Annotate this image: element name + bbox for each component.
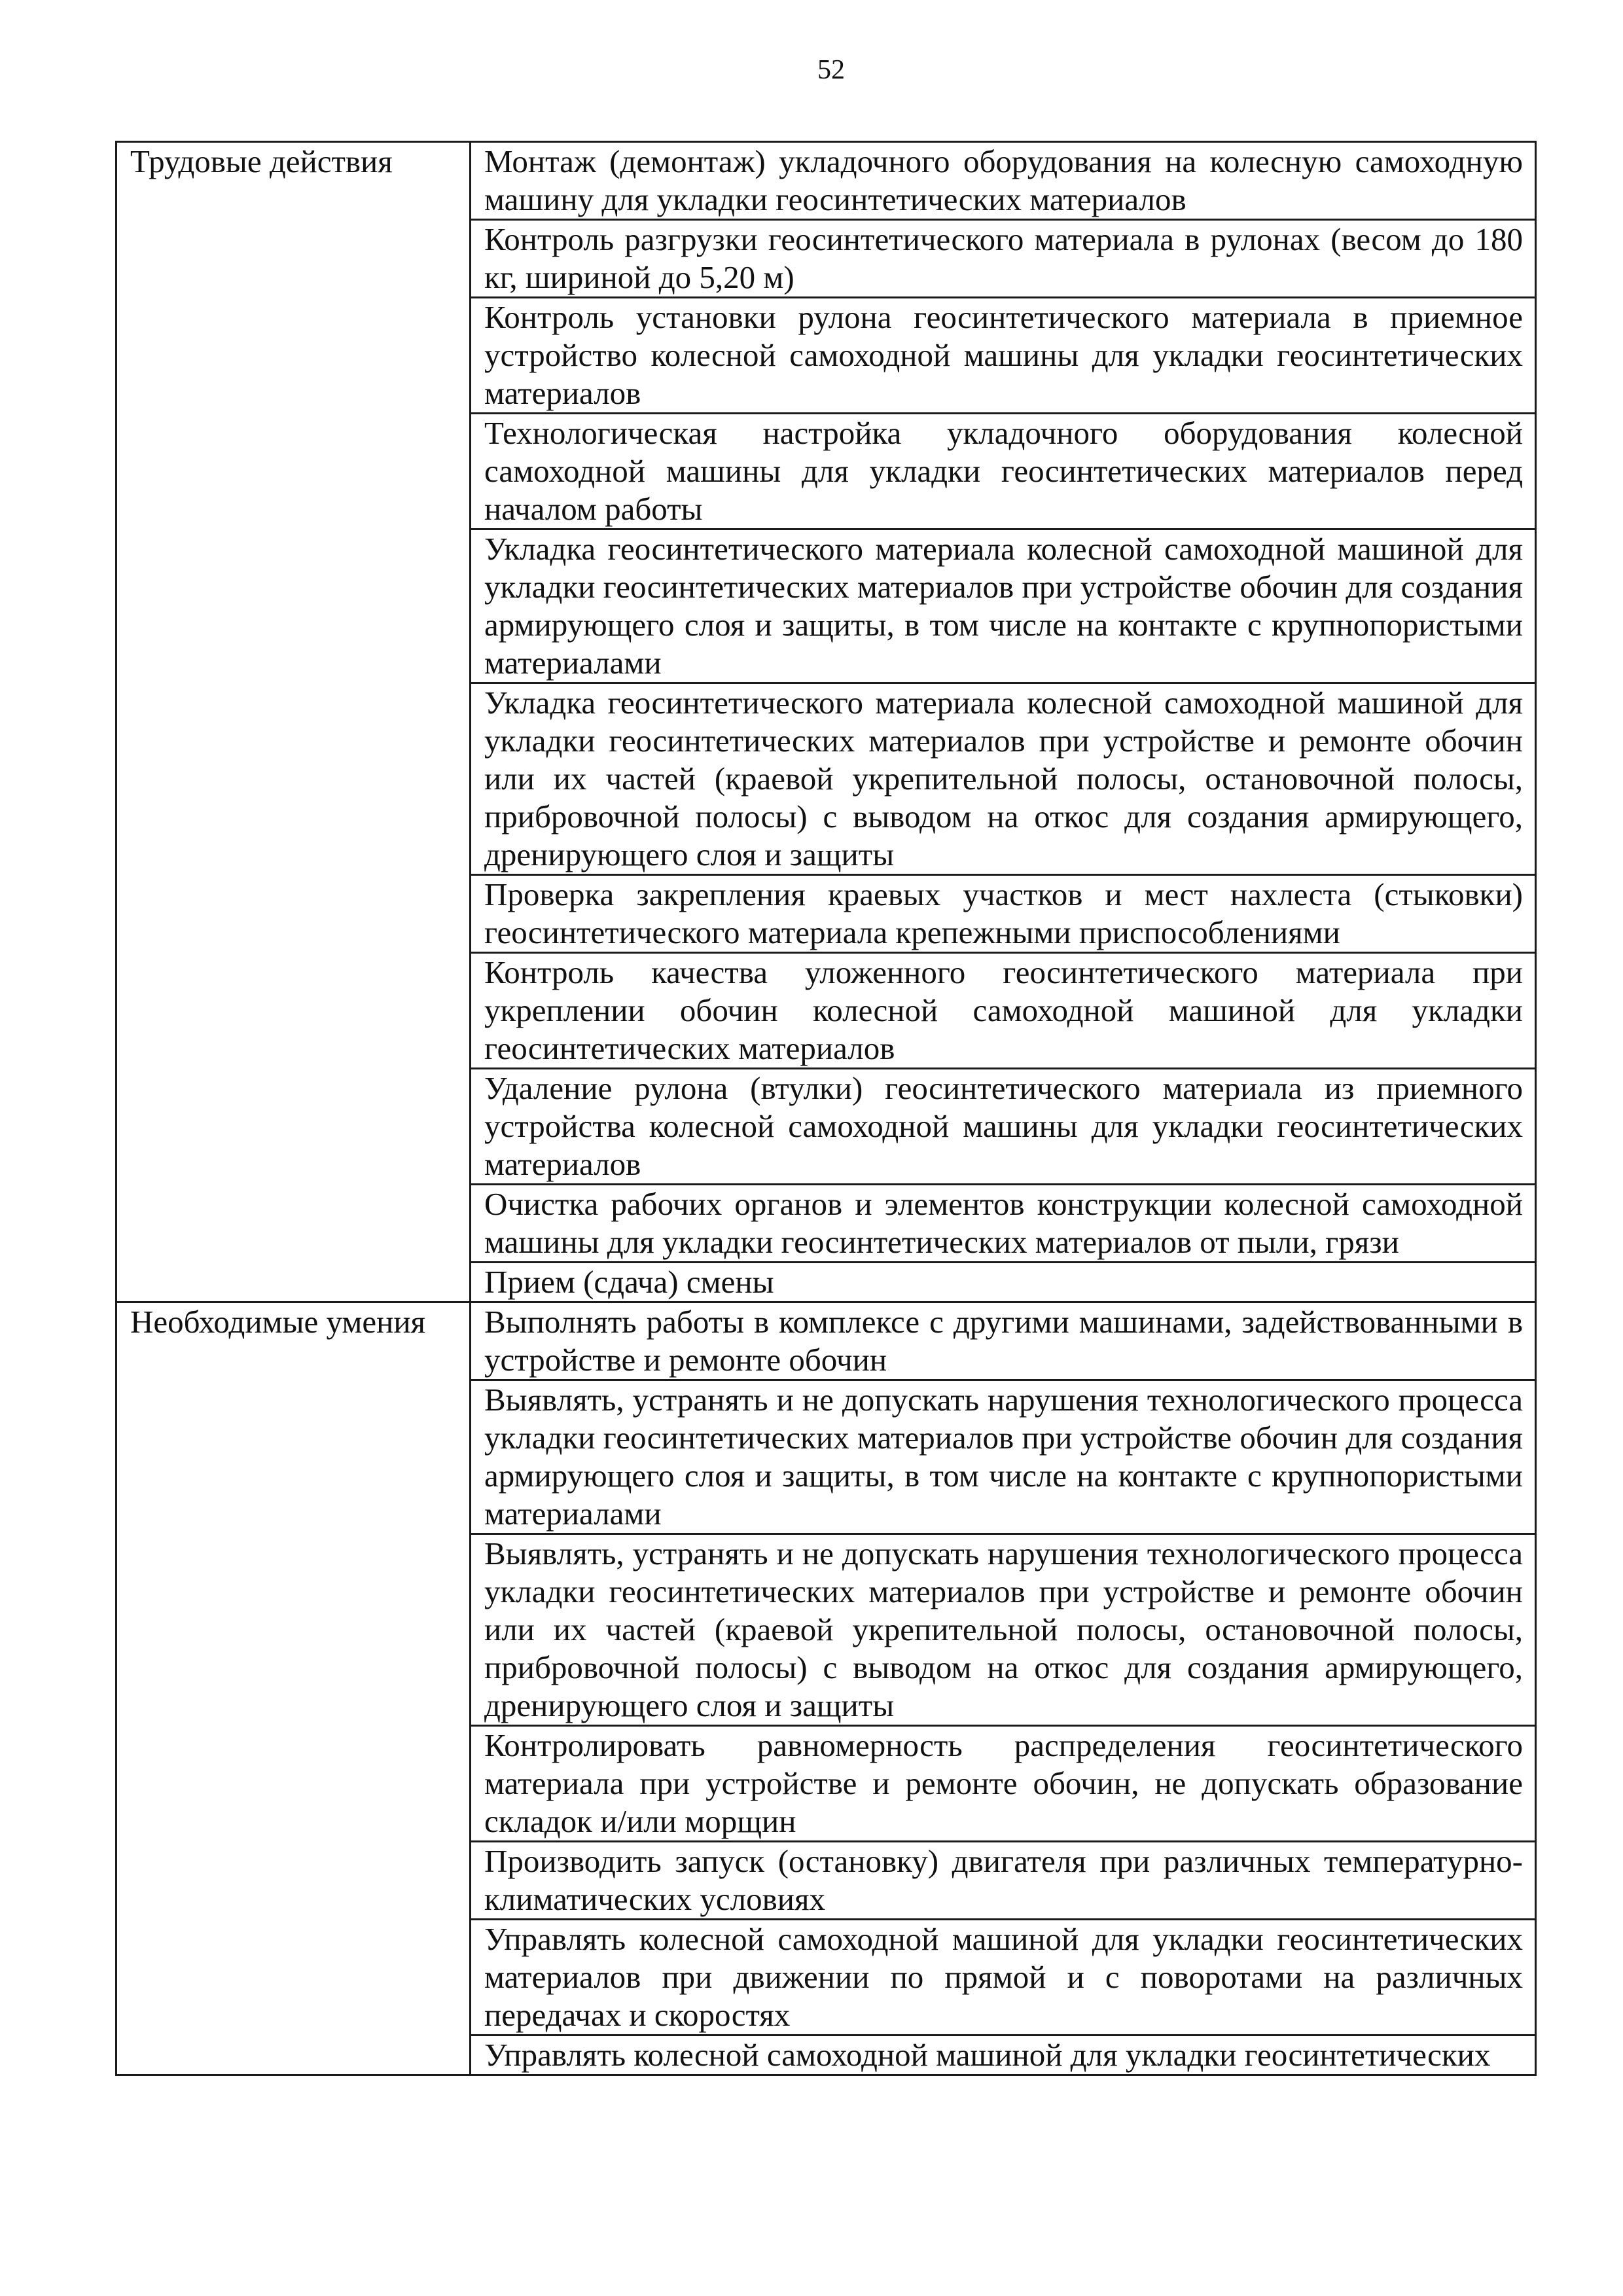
labor-action-item: Удаление рулона (втулки) геосинтетического материала из приемного устройства колесной самоходной машины для укладки геосинтетических материалов <box>471 1069 1536 1185</box>
labor-action-item: Очистка рабочих органов и элементов конструкции колесной самоходной машины для укладки геосинтетических материалов от пыли, грязи <box>471 1185 1536 1263</box>
labor-action-item: Укладка геосинтетического материала колесной самоходной машиной для укладки геосинтетических материалов при устройстве обочин для создания армирующего слоя и защиты, в том числе на контакте с крупнопористыми материалами <box>471 529 1536 683</box>
requirements-table <box>115 141 1537 2076</box>
labor-action-item: Проверка закрепления краевых участков и мест нахлеста (стыковки) геосинтетического материала крепежными приспособлениями <box>471 875 1536 953</box>
labor-action-item: Прием (сдача) смены <box>471 1263 1536 1302</box>
section-label-required-skills: Необходимые умения <box>116 1302 471 2075</box>
labor-action-item: Укладка геосинтетического материала колесной самоходной машиной для укладки геосинтетических материалов при устройстве и ремонте обочин или их частей (краевой укрепительной полосы, остановочной полосы, прибровочной полосы) с выводом на откос для создания армирующего, дренирующего слоя и защиты <box>471 683 1536 875</box>
skill-item: Выявлять, устранять и не допускать нарушения технологического процесса укладки геосинтетических материалов при устройстве обочин для создания армирующего слоя и защиты, в том числе на контакте с крупнопористыми материалами <box>471 1380 1536 1534</box>
labor-action-item: Контроль качества уложенного геосинтетического материала при укреплении обочин колесной самоходной машиной для укладки геосинтетических материалов <box>471 953 1536 1069</box>
labor-action-item: Контроль установки рулона геосинтетического материала в приемное устройство колесной самоходной машины для укладки геосинтетических материалов <box>471 298 1536 414</box>
table-row <box>116 1302 1536 1380</box>
table-row <box>116 142 1536 220</box>
skill-item: Производить запуск (остановку) двигателя при различных температурно-климатических условиях <box>471 1842 1536 1920</box>
skill-item: Управлять колесной самоходной машиной для укладки геосинтетических материалов при движении по прямой и с поворотами на различных передачах и скоростях <box>471 1920 1536 2036</box>
labor-action-item: Монтаж (демонтаж) укладочного оборудования на колесную самоходную машину для укладки геосинтетических материалов <box>471 142 1536 220</box>
section-label-labor-actions: Трудовые действия <box>116 142 471 1302</box>
page-number: 52 <box>817 55 845 85</box>
skill-item: Контролировать равномерность распределения геосинтетического материала при устройстве и ремонте обочин, не допускать образование складок и/или морщин <box>471 1726 1536 1842</box>
labor-action-item: Контроль разгрузки геосинтетического материала в рулонах (весом до 180 кг, шириной до 5,20 м) <box>471 220 1536 298</box>
skill-item: Выявлять, устранять и не допускать нарушения технологического процесса укладки геосинтетических материалов при устройстве и ремонте обочин или их частей (краевой укрепительной полосы, остановочной полосы, прибровочной полосы) с выводом на откос для создания армирующего, дренирующего слоя и защиты <box>471 1534 1536 1726</box>
skill-item: Выполнять работы в комплексе с другими машинами, задействованными в устройстве и ремонте обочин <box>471 1302 1536 1380</box>
skill-item: Управлять колесной самоходной машиной для укладки геосинтетических <box>471 2036 1536 2075</box>
labor-action-item: Технологическая настройка укладочного оборудования колесной самоходной машины для укладки геосинтетических материалов перед началом работы <box>471 414 1536 529</box>
